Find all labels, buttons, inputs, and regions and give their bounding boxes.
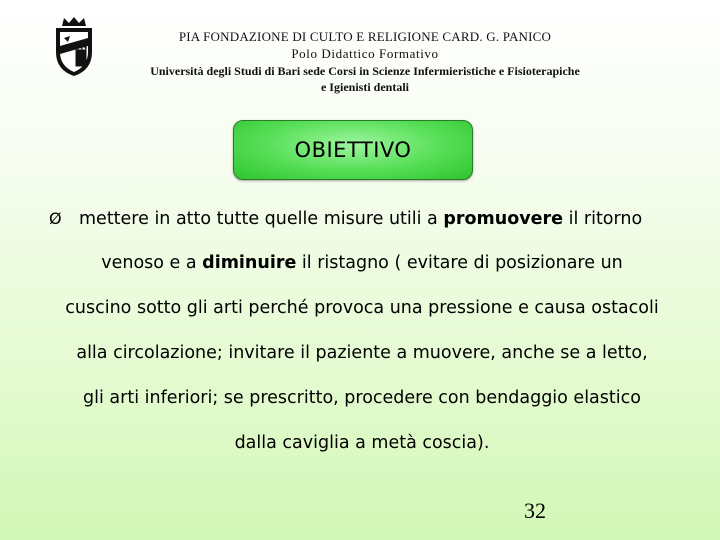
body-line-2 — [44, 241, 680, 286]
university-line-continued: e Igienisti dentali — [320, 80, 409, 94]
body-line-6: dalla caviglia a metà coscia). — [234, 433, 490, 453]
body-line-5: gli arti inferiori; se prescritto, procedere con bendaggio elastico — [83, 388, 641, 408]
institution-subtitle: Polo Didattico Formativo — [291, 46, 439, 61]
objective-box — [233, 120, 473, 180]
text-segment: venoso e a — [101, 253, 203, 273]
arrow-bullet-icon: Ø — [49, 209, 62, 228]
objective-label: OBIETTIVO — [294, 138, 412, 162]
institution-name: PIA FONDAZIONE DI CULTO E RELIGIONE CARD. G. PANICO — [178, 29, 552, 44]
university-line: Università degli Studi di Bari sede Corsi in Scienze Infermieristiche e Fisioterapiche — [150, 64, 580, 78]
body-line-3: cuscino sotto gli arti perché provoca una pressione e causa ostacoli — [65, 298, 659, 318]
text-segment: il ritorno — [563, 209, 643, 229]
text-segment: mettere in atto tutte quelle misure utili a — [79, 209, 444, 229]
institution-header — [100, 28, 630, 95]
foundation-logo — [52, 16, 96, 78]
objective-body — [44, 196, 680, 466]
body-line-4: alla circolazione; invitare il paziente a muovere, anche se a letto, — [76, 343, 648, 363]
tower-icon — [76, 47, 86, 66]
emphasis-diminuire: diminuire — [202, 253, 297, 273]
text-segment: il ristagno ( evitare di posizionare un — [296, 253, 623, 273]
crown-icon — [62, 17, 86, 26]
page-number: 32 — [524, 498, 546, 523]
bullet-line — [44, 196, 680, 241]
emphasis-promuovere: promuovere — [443, 209, 564, 229]
